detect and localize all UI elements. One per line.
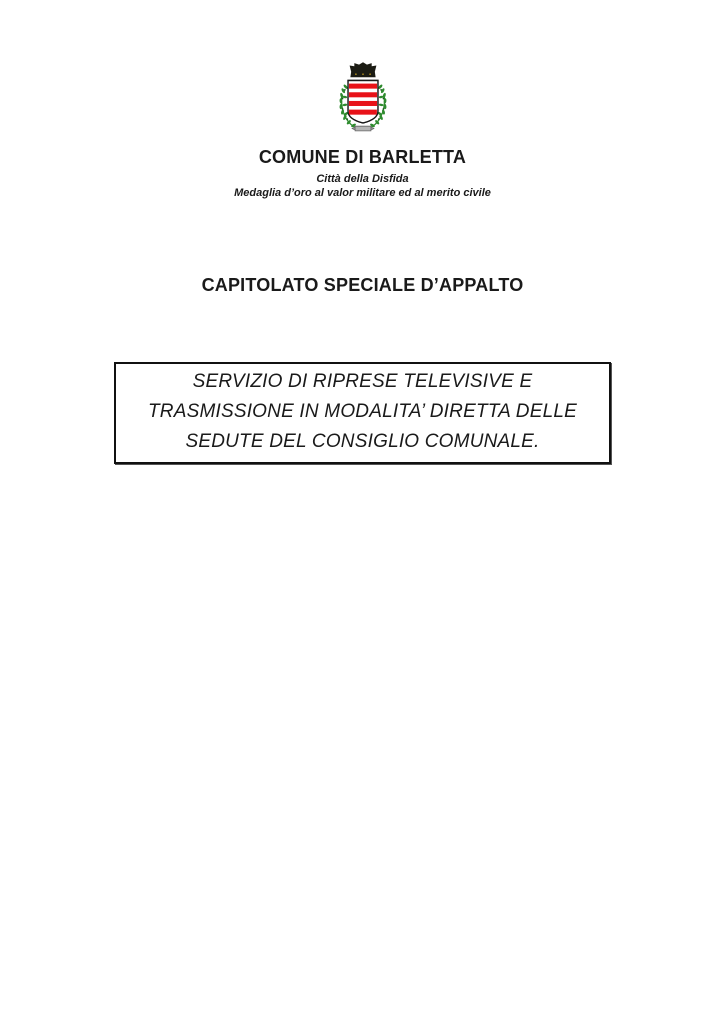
document-title: CAPITOLATO SPECIALE D’APPALTO (201, 275, 524, 295)
mural-crown-icon (349, 62, 376, 77)
barletta-coat-of-arms-icon (321, 56, 405, 138)
city-motto: Città della Disfida (316, 173, 409, 185)
striped-shield-icon (348, 80, 378, 123)
service-title-box: SERVIZIO DI RIPRESE TELEVISIVE E TRASMISSIONE IN MODALITA’ DIRETTA DELLE SEDUTE DEL CONSIGLIO COMUNALE. (114, 362, 611, 464)
document-header (0, 0, 725, 199)
municipality-name: COMUNE DI BARLETTA (258, 147, 467, 167)
city-honor-line: Medaglia d’oro al valor militare ed al merito civile (234, 187, 491, 199)
scroll-ornament-icon (351, 126, 373, 131)
